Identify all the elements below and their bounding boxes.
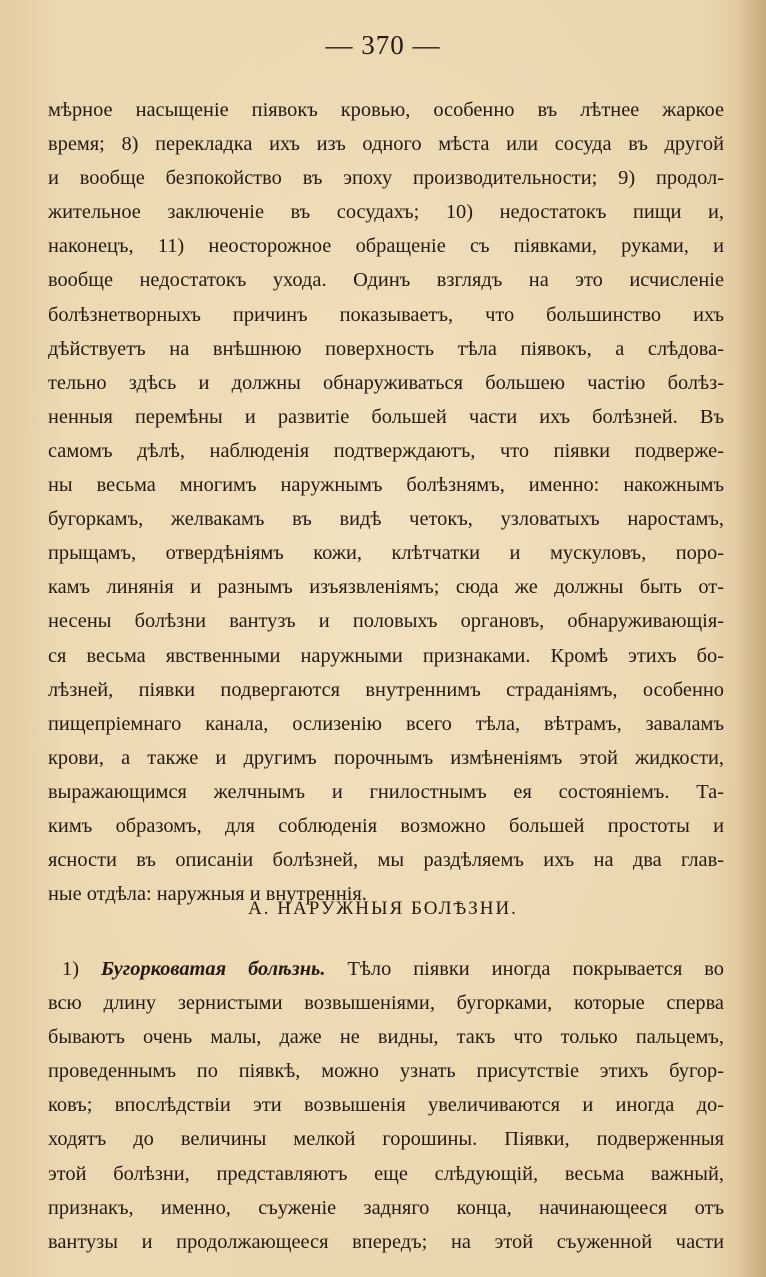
text-line: этой болѣзни, представляютъ еще слѣдующій, весьма важный,	[48, 1162, 724, 1185]
text-line: камъ линянія и разнымъ изъязвленіямъ; сюда же должны быть от-	[48, 576, 724, 599]
text-line: вантузы и продолжающееся впередъ; на этой съуженной части	[48, 1230, 724, 1253]
text-line: всю длину зернистыми возвышеніями, бугорками, которые сперва	[48, 992, 724, 1015]
page-number: — 370 —	[325, 30, 441, 60]
page-edge-shadow	[736, 0, 766, 1277]
text-line: ясности въ описаніи болѣзней, мы раздѣляемъ ихъ на два глав-	[48, 849, 724, 872]
text-line: тельно здѣсь и должны обнаруживаться большею частію болѣз-	[48, 371, 724, 394]
disease-term: Бугорковатая болѣзнь.	[100, 958, 326, 980]
section-heading: А. НАРУЖНЫЯ БОЛѢЗНИ.	[248, 898, 518, 919]
text-line: вообще недостатокъ ухода. Одинъ взглядъ на это исчисленіе	[48, 269, 724, 292]
text-line: и вообще безпокойство въ эпоху производительности; 9) продол-	[48, 167, 724, 190]
text-line: ковъ; впослѣдствіи эти возвышенія увеличиваются и иногда до-	[48, 1094, 724, 1117]
paragraph-lines	[48, 986, 724, 1259]
text-line: выражающимся желчнымъ и гнилостнымъ ея состояніемъ. Та-	[48, 780, 724, 803]
text-line: несены болѣзни вантузъ и половыхъ органовъ, обнаруживающія-	[48, 610, 724, 633]
text-line: бываютъ очень малы, даже не видны, такъ что только пальцемъ,	[48, 1026, 724, 1049]
paragraph-disease-causes	[48, 93, 724, 911]
text-line: лѣзней, піявки подвергаются внутреннимъ страданіямъ, особенно	[48, 678, 724, 701]
text-line: болѣзнетворныхъ причинъ показываетъ, что большинство ихъ	[48, 303, 724, 326]
text-line: время; 8) перекладка ихъ изъ одного мѣста или сосуда въ другой	[48, 133, 724, 156]
text-line: признакъ, именно, съуженіе задняго конца, начинающееся отъ	[48, 1196, 724, 1219]
text-line: мѣрное насыщеніе піявокъ кровью, особенно въ лѣтнее жаркое	[48, 99, 724, 121]
text-line: ся весьма явственными наружными признаками. Кромѣ этихъ бо-	[48, 644, 724, 667]
text-line: самомъ дѣлѣ, наблюденія подтверждаютъ, что піявки подверже-	[48, 439, 724, 462]
text-line: крови, а также и другимъ порочнымъ измѣненіямъ этой жидкости,	[48, 746, 724, 769]
text-line: наконецъ, 11) неосторожное обращеніе съ піявками, руками, и	[48, 235, 724, 258]
text-line: пищепріемнаго канала, ослизенію всего тѣла, вѣтрамъ, заваламъ	[48, 712, 724, 735]
text-line: дѣйствуетъ на внѣшнюю поверхность тѣла піявокъ, а слѣдова-	[48, 337, 724, 360]
text-line: бугоркамъ, желвакамъ въ видѣ четокъ, узловатыхъ наростамъ,	[48, 508, 724, 531]
text-line: ненныя перемѣны и развитіе большей части ихъ болѣзней. Въ	[48, 405, 724, 428]
text-line: ные отдѣла: наружныя и внутреннія.	[48, 883, 367, 906]
text-line: ны весьма многимъ наружнымъ болѣзнямъ, именно: накожнымъ	[48, 474, 724, 497]
paragraph-tubercular-disease	[48, 952, 724, 1259]
text-line: ходятъ до величины мелкой горошины. Піявки, подверженныя	[48, 1128, 724, 1151]
lead-text: Тѣло піявки иногда покрывается во	[347, 958, 724, 980]
item-number: 1)	[62, 958, 79, 980]
text-line: проведеннымъ по піявкѣ, можно узнать присутствіе этихъ бугор-	[48, 1060, 724, 1083]
text-line	[48, 952, 724, 986]
text-line: прыщамъ, отвердѣніямъ кожи, клѣтчатки и мускуловъ, поро-	[48, 542, 724, 565]
text-line: кимъ образомъ, для соблюденія возможно большей простоты и	[48, 814, 724, 837]
text-line: жительное заключеніе въ сосудахъ; 10) недостатокъ пищи и,	[48, 201, 724, 224]
